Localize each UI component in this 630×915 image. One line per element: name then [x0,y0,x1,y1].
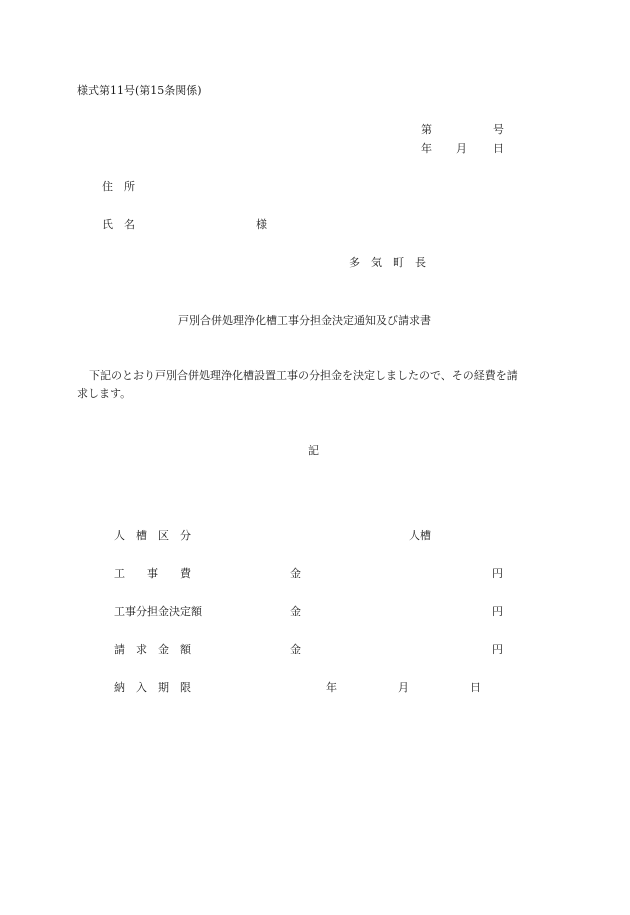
tank-class-unit: 人槽 [409,529,431,542]
body-line-1: 下記のとおり戸別合併処理浄化槽設置工事の分担金を決定しましたので、その経費を請 [89,369,518,382]
due-date-month: 月 [398,681,409,694]
billed-amount-label: 請 求 金 額 [114,643,191,656]
tank-class-label: 人 槽 区 分 [114,529,191,542]
date-day: 日 [493,142,504,155]
billed-amount-unit: 円 [492,643,503,656]
date-year: 年 [421,142,432,155]
body-line-2: 求します。 [77,387,132,400]
honorific-sama: 様 [256,218,267,231]
due-date-year: 年 [326,681,337,694]
due-date-label: 納 入 期 限 [114,681,191,694]
construction-cost-label: 工 事 費 [114,567,191,580]
construction-cost-unit: 円 [492,567,503,580]
name-label: 氏 名 [102,218,135,231]
billed-amount-prefix: 金 [290,643,301,656]
sender-mayor: 多 気 町 長 [349,256,426,269]
share-amount-prefix: 金 [290,605,301,618]
share-amount-label: 工事分担金決定額 [114,605,202,618]
doc-number-dai: 第 [421,123,432,136]
share-amount-unit: 円 [492,605,503,618]
address-label: 住 所 [102,180,135,193]
form-number: 様式第11号(第15条関係) [77,84,202,97]
due-date-day: 日 [470,681,481,694]
construction-cost-prefix: 金 [290,567,301,580]
date-month: 月 [456,142,467,155]
ki-marker: 記 [308,444,319,457]
document-title: 戸別合併処理浄化槽工事分担金決定通知及び請求書 [178,314,431,327]
doc-number-go: 号 [493,123,504,136]
